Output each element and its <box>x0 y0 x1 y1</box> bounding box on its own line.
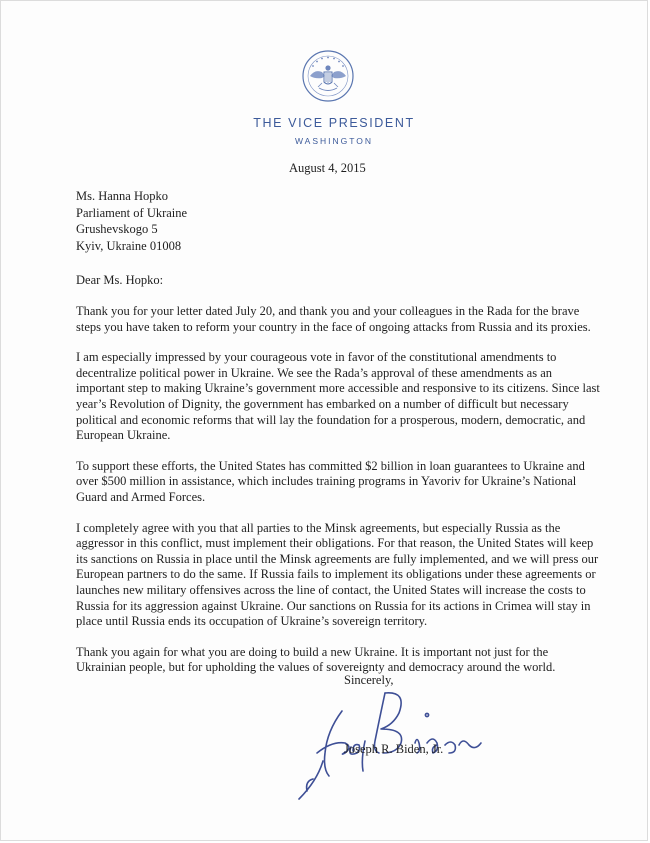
signer-name: Joseph R. Biden, Jr. <box>344 742 444 756</box>
handwritten-signature-icon <box>287 681 497 801</box>
paragraph-2: I am especially impressed by your courageous vote in favor of the constitutional amendments to decentralize political power in Ukraine. We see the Rada’s approval of these amendments as an important step to making Ukraine’s government more accessible and responsive to its citizens. Since last year’s Revolution of Dignity, the government has embarked on a number of difficult but necessary political and economic reforms that will lay the foundation for a prosperous, modern, democratic, and European Ukraine. <box>76 350 600 443</box>
paragraph-3: To support these efforts, the United States has committed $2 billion in loan guarantees to Ukraine and over $500 million in assistance, which includes training programs in Yavoriv for Ukraine’s National Guard and Armed Forces. <box>76 458 585 504</box>
letter-body <box>76 304 601 691</box>
recipient-name: Ms. Hanna Hopko <box>76 189 169 203</box>
paragraph-4: I completely agree with you that all parties to the Minsk agreements, but especially Russia as the aggressor in this conflict, must implement their obligations. For that reason, the United States will keep its sanctions on Russia in place until the Minsk agreements are fully implemented, and we will press our European partners to do the same. If Russia fails to implement its obligations under these agreements or launches new military offensives across the line of contact, the United States will increase the costs to Russia for its aggression against Ukraine. Our sanctions on Russia for its actions in Crimea will stay in place until Russia ends its occupation of Ukraine’s sovereign territory. <box>76 520 599 629</box>
salutation: Dear Ms. Hopko: <box>76 273 164 287</box>
vice-presidential-seal-icon <box>301 49 355 103</box>
recipient-address <box>76 188 187 254</box>
recipient-street: Grushevskogo 5 <box>76 222 158 236</box>
letterhead-title: THE VICE PRESIDENT <box>253 116 415 130</box>
letterhead-subtitle: WASHINGTON <box>294 136 374 146</box>
recipient-city: Kyiv, Ukraine 01008 <box>76 238 182 253</box>
letter-date: August 4, 2015 <box>289 161 366 175</box>
paragraph-5: Thank you again for what you are doing to build a new Ukraine. It is important not just for the Ukrainian people, but for upholding the values of sovereignty and democracy around the world. <box>76 644 556 675</box>
recipient-organization: Parliament of Ukraine <box>76 205 188 220</box>
paragraph-1: Thank you for your letter dated July 20, and thank you and your colleagues in the Rada for the brave steps you have taken to reform your country in the face of ongoing attacks from Russia and its proxies. <box>76 304 591 334</box>
closing: Sincerely, <box>344 673 394 687</box>
